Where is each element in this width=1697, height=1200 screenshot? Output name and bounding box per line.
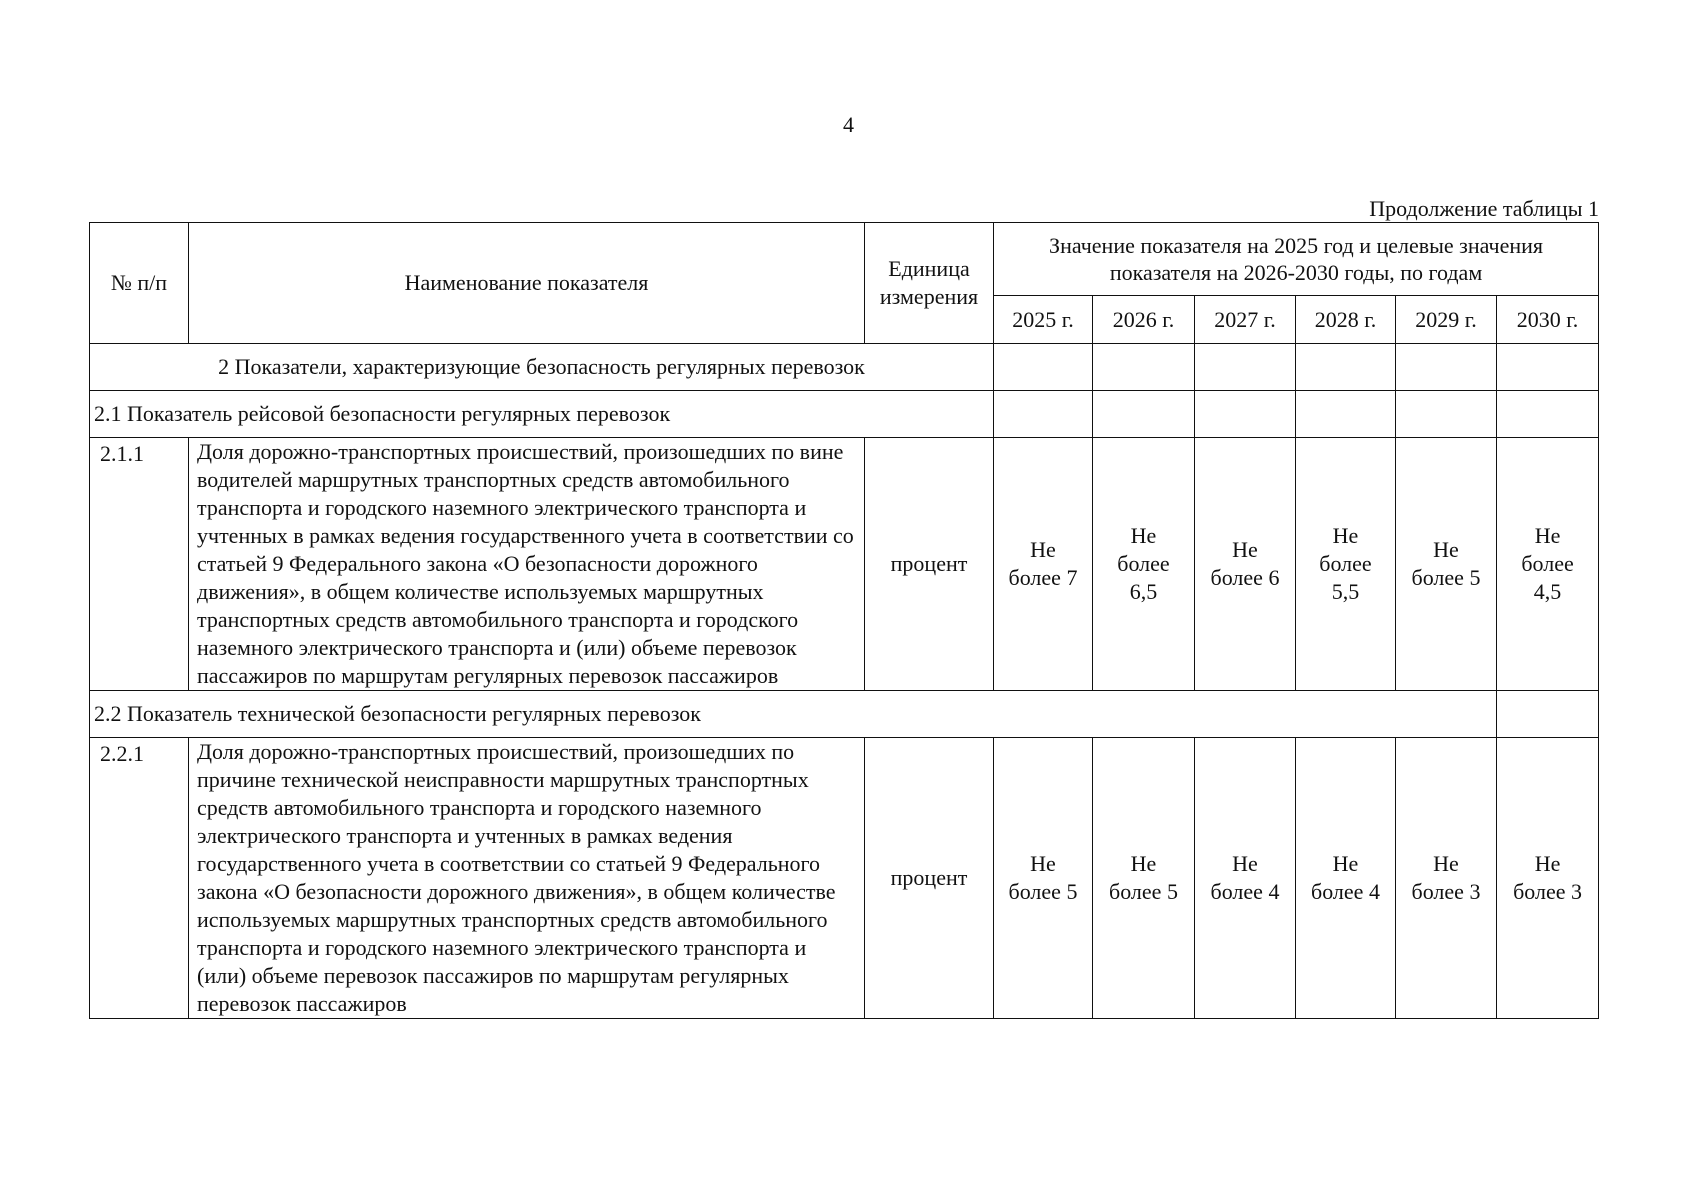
value-line: более 4 <box>1210 879 1280 904</box>
continuation-label: Продолжение таблицы 1 <box>1369 196 1599 221</box>
indicator-name: Доля дорожно-транспортных происшествий, произошедших по вине водителей маршрутных транспортных средств автомобильного транспорта и городского наземного электрического транспорта и учтенных в рамках ведения государственного учета в соответствии со статьей 9 Федерального закона «О безопасности дорожного движения», в общем количестве используемых маршрутных транспортных средств автомобильного транспорта и городского наземного электрического транспорта и (или) объеме перевозок пассажиров по маршрутам регулярных перевозок пассажиров <box>189 438 865 691</box>
header-values-group: Значение показателя на 2025 год и целевые значения показателя на 2026-2030 годы, по годам <box>994 223 1599 296</box>
value-2025 <box>994 438 1093 691</box>
value-line: более 7 <box>1008 565 1078 590</box>
empty-cell <box>1195 344 1296 391</box>
empty-cell <box>994 391 1093 438</box>
value-2029 <box>1396 438 1497 691</box>
empty-cell <box>1497 344 1599 391</box>
value-line: более 3 <box>1513 879 1582 904</box>
empty-cell <box>1296 344 1396 391</box>
value-line: 4,5 <box>1533 579 1562 604</box>
header-number: № п/п <box>90 223 189 344</box>
unit-cell: процент <box>865 738 994 1019</box>
value-line: более 3 <box>1411 879 1481 904</box>
value-2030 <box>1497 738 1599 1019</box>
value-2029 <box>1396 738 1497 1019</box>
value-line: более 5 <box>1109 879 1178 904</box>
value-line: Не <box>1232 851 1258 876</box>
value-2028 <box>1296 738 1396 1019</box>
empty-cell <box>994 344 1093 391</box>
value-line: 6,5 <box>1129 579 1158 604</box>
value-line: Не <box>1130 523 1157 548</box>
value-2026 <box>1093 438 1195 691</box>
row-number: 2.1.1 <box>90 438 189 691</box>
empty-cell <box>1296 391 1396 438</box>
subsection-title: 2.2 Показатель технической безопасности регулярных перевозок <box>90 691 1497 738</box>
subsection-row <box>90 691 1599 738</box>
value-2028 <box>1296 438 1396 691</box>
value-line: более <box>1117 551 1170 576</box>
value-line: Не <box>1433 537 1459 562</box>
unit-cell: процент <box>865 438 994 691</box>
value-line: Не <box>1433 851 1459 876</box>
empty-cell <box>1093 391 1195 438</box>
value-line: 5,5 <box>1331 579 1360 604</box>
value-line: более 5 <box>1008 879 1078 904</box>
empty-cell <box>1396 344 1497 391</box>
value-line: более 4 <box>1311 879 1380 904</box>
value-line: Не <box>1534 523 1561 548</box>
header-year-2026: 2026 г. <box>1093 296 1195 344</box>
value-line: Не <box>1030 537 1056 562</box>
table-row <box>90 738 1599 1019</box>
empty-cell <box>1497 691 1599 738</box>
value-2030 <box>1497 438 1599 691</box>
value-2027 <box>1195 738 1296 1019</box>
empty-cell <box>1497 391 1599 438</box>
empty-cell <box>1396 391 1497 438</box>
section-title: 2 Показатели, характеризующие безопасность регулярных перевозок <box>90 344 994 391</box>
value-line: более 6 <box>1210 565 1280 590</box>
page-number: 4 <box>843 112 854 137</box>
header-name: Наименование показателя <box>189 223 865 344</box>
subsection-row <box>90 391 1599 438</box>
indicators-table <box>89 222 1599 1019</box>
header-unit: Единица измерения <box>865 223 994 344</box>
empty-cell <box>1093 344 1195 391</box>
table-row <box>90 438 1599 691</box>
value-line: более 5 <box>1411 565 1481 590</box>
value-line: Не <box>1030 851 1056 876</box>
row-number: 2.2.1 <box>90 738 189 1019</box>
header-row <box>90 223 1599 296</box>
empty-cell <box>1195 391 1296 438</box>
section-row <box>90 344 1599 391</box>
value-line: более <box>1319 551 1372 576</box>
value-line: Не <box>1130 851 1157 876</box>
value-line: Не <box>1534 851 1561 876</box>
value-2025 <box>994 738 1093 1019</box>
header-year-2030: 2030 г. <box>1497 296 1599 344</box>
value-line: Не <box>1332 523 1359 548</box>
value-line: Не <box>1332 851 1359 876</box>
value-line: более <box>1521 551 1574 576</box>
indicator-name: Доля дорожно-транспортных происшествий, произошедших по причине технической неисправности маршрутных транспортных средств автомобильного транспорта и городского наземного электрического транспорта и учтенных в рамках ведения государственного учета в соответствии со статьей 9 Федерального закона «О безопасности дорожного движения», в общем количестве используемых маршрутных транспортных средств автомобильного транспорта и городского наземного электрического транспорта и (или) объеме перевозок пассажиров по маршрутам регулярных перевозок пассажиров <box>189 738 865 1019</box>
header-year-2027: 2027 г. <box>1195 296 1296 344</box>
value-line: Не <box>1232 537 1258 562</box>
header-year-2025: 2025 г. <box>994 296 1093 344</box>
value-2027 <box>1195 438 1296 691</box>
header-year-2028: 2028 г. <box>1296 296 1396 344</box>
header-year-2029: 2029 г. <box>1396 296 1497 344</box>
value-2026 <box>1093 738 1195 1019</box>
subsection-title: 2.1 Показатель рейсовой безопасности регулярных перевозок <box>90 391 994 438</box>
